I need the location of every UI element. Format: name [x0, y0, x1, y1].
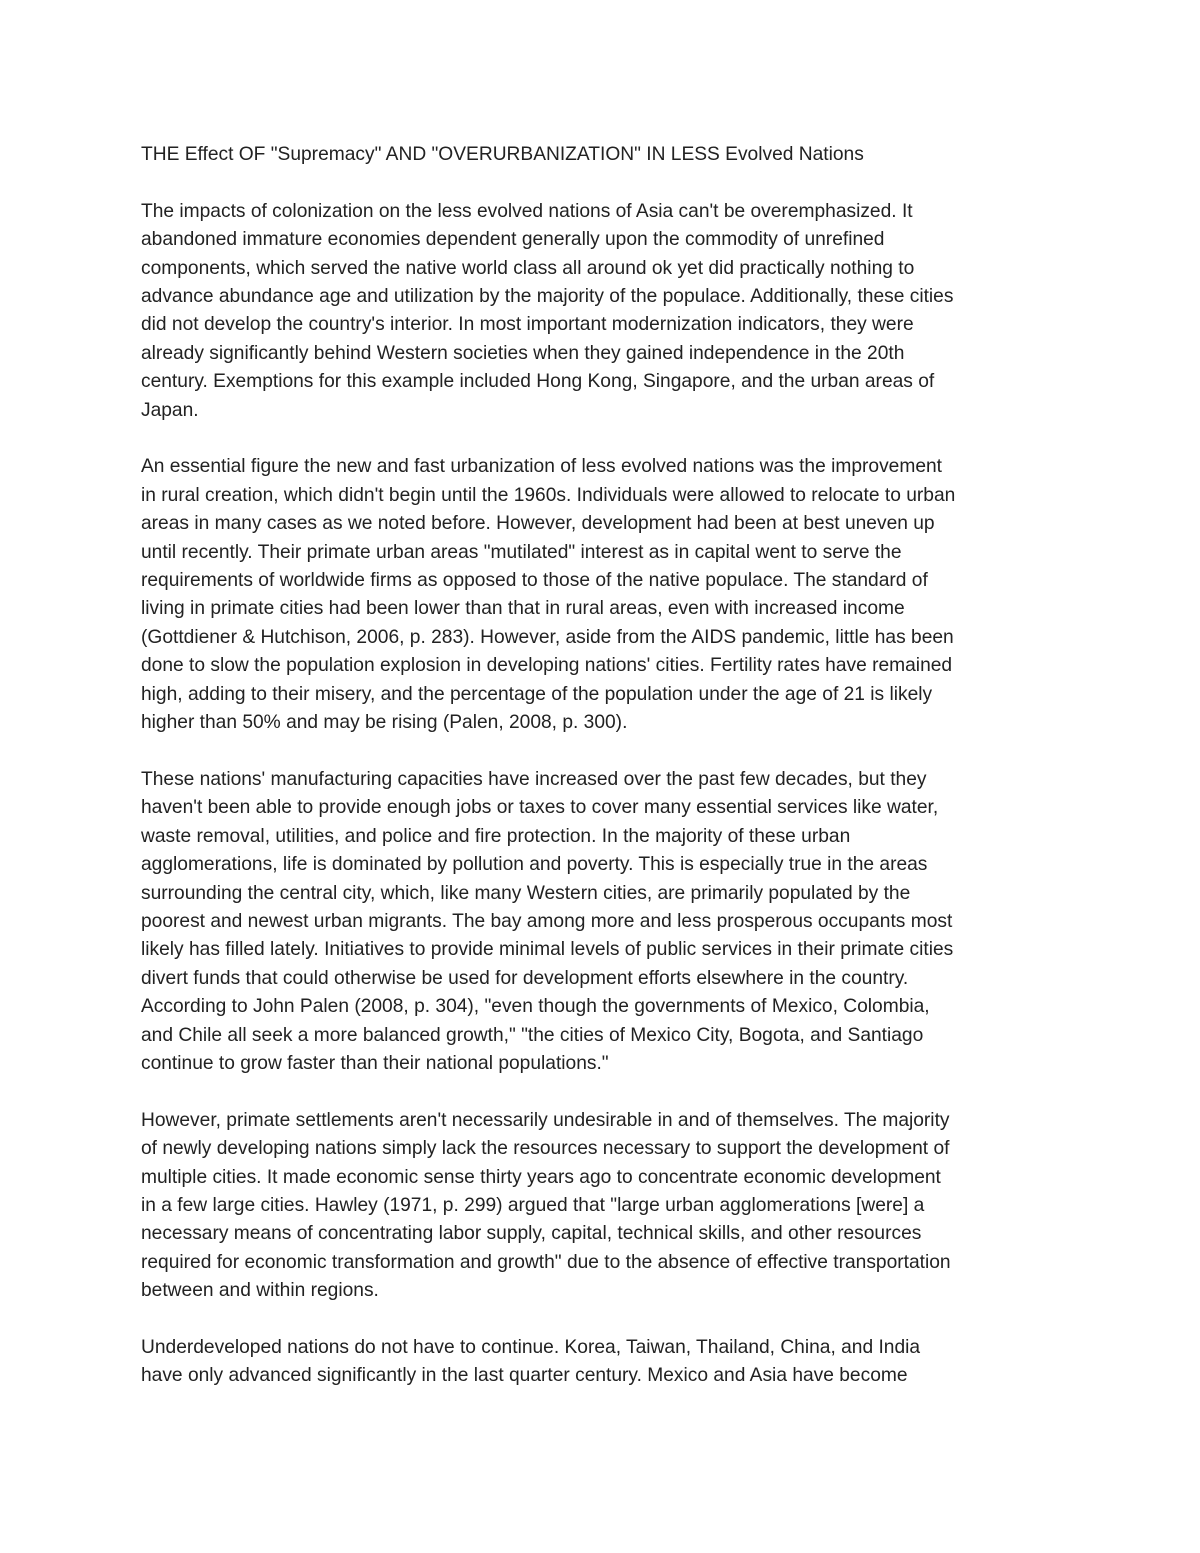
document-body — [141, 141, 1063, 1419]
document-title: THE Effect OF "Supremacy" AND "OVERURBANIZATION" IN LESS Evolved Nations — [141, 144, 864, 165]
paragraph-underdeveloped-nations: Underdeveloped nations do not have to continue. Korea, Taiwan, Thailand, China, and India have only advanced significantly in the last quarter century. Mexico and Asia have become — [141, 1336, 921, 1387]
paragraph-rural-urbanization: An essential figure the new and fast urbanization of less evolved nations was the improvement in rural creation, which didn't begin until the 1960s. Individuals were allowed to relocate to urban areas in many cases as we noted before. However, development had been at best uneven up until recently. Their primate urban areas "mutilated" interest as in capital went to serve the requirements of worldwide firms as opposed to those of the native populace. The standard of living in primate cities had been lower than that in rural areas, even with increased income (Gottdiener & Hutchison, 2006, p. 283). However, aside from the AIDS pandemic, little has been done to slow the population explosion in developing nations' cities. Fertility rates have remained high, adding to their misery, and the percentage of the population under the age of 21 is likely higher than 50% and may be rising (Palen, 2008, p. 300). — [141, 456, 956, 734]
paragraph-manufacturing-capacities: These nations' manufacturing capacities have increased over the past few decades, but they haven't been able to provide enough jobs or taxes to cover many essential services like water, waste removal, utilities, and police and fire protection. In the majority of these urban agglomerations, life is dominated by pollution and poverty. This is especially true in the areas surrounding the central city, which, like many Western cities, are primarily populated by the poorest and newest urban migrants. The bay among more and less prosperous occupants most likely has filled lately. Initiatives to provide minimal levels of public services in their primate cities divert funds that could otherwise be used for development efforts elsewhere in the country. According to John Palen (2008, p. 304), "even though the governments of Mexico, Colombia, and Chile all seek a more balanced growth," "the cities of Mexico City, Bogota, and Santiago continue to grow faster than their national populations." — [141, 768, 954, 1074]
paragraph-primate-settlements: However, primate settlements aren't necessarily undesirable in and of themselves. The majority of newly developing nations simply lack the resources necessary to support the development of multiple cities. It made economic sense thirty years ago to concentrate economic development in a few large cities. Hawley (1971, p. 299) argued that "large urban agglomerations [were] a necessary means of concentrating labor supply, capital, technical skills, and other resources required for economic transformation and growth" due to the absence of effective transportation between and within regions. — [141, 1109, 951, 1302]
paragraph-colonization-impacts: The impacts of colonization on the less evolved nations of Asia can't be overemphasized. It abandoned immature economies dependent generally upon the commodity of unrefined components, which served the native world class all around ok yet did practically nothing to advance abundance age and utilization by the majority of the populace. Additionally, these cities did not develop the country's interior. In most important modernization indicators, they were already significantly behind Western societies when they gained independence in the 20th century. Exemptions for this example included Hong Kong, Singapore, and the urban areas of Japan. — [141, 200, 954, 421]
